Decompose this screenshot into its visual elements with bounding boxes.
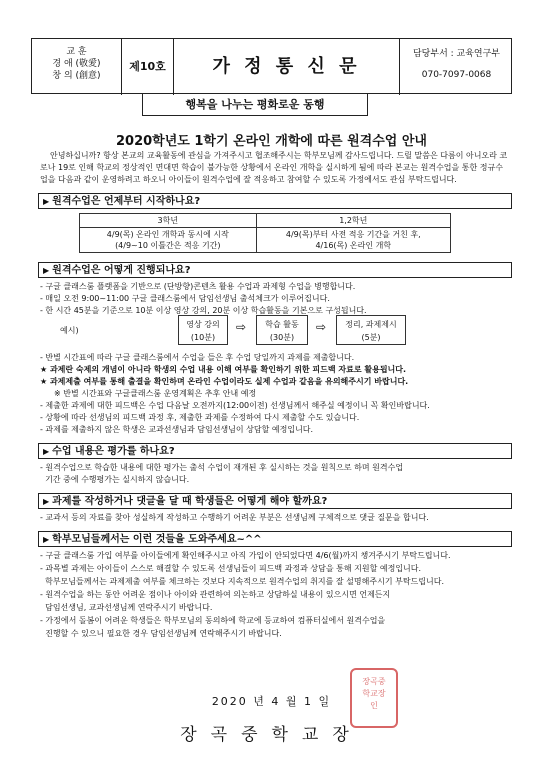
school-name: 장곡중학교장 [180, 725, 363, 745]
arrow-right-icon: ⇨ [236, 320, 247, 334]
triangle-icon: ▶ [43, 535, 50, 544]
section-heading-parents [38, 531, 512, 547]
section-title: 원격수업은 어떻게 진행되나요? [52, 265, 191, 276]
phone: 070-7097-0068 [421, 70, 492, 80]
section-heading-start [38, 193, 512, 209]
cell-note: 4/16(목) 온라인 개학 [315, 241, 392, 250]
school-seal-stamp [350, 668, 398, 728]
motto-line: 경 애 (敬愛) [52, 59, 101, 69]
stamp-text: 장곡중학교장인 [362, 677, 386, 710]
issue-date: 2020 년 4 월 1 일 [211, 695, 332, 708]
flow-step-title: 영상 강의 [186, 320, 220, 329]
list-item: - 과제를 제출하지 않은 학생은 교과선생님과 담임선생님이 상담할 예정입니다. [40, 425, 314, 434]
list-item: - 원격수업으로 학습한 내용에 대한 평가는 출석 수업이 재개된 후 실시하는 것을 원칙으로 하며 원격수업 [40, 463, 404, 472]
school-motto [32, 39, 122, 95]
page-title: 2020학년도 1학기 온라인 개학에 따른 원격수업 안내 [116, 134, 427, 149]
list-item: ★ 과제제출 여부를 통해 출결을 확인하며 온라인 수업이라도 실제 수업과 같음을 유의해주시기 바랍니다. [40, 377, 409, 386]
list-item: - 매일 오전 9:00~11:00 구글 클래스룸에서 담임선생님 출석체크가 이루어집니다. [40, 294, 330, 303]
intro-paragraph: 안녕하십니까? 항상 본교의 교육활동에 관심을 가져주시고 협조해주시는 학부모님께 감사드립니다. 드릴 말씀은 다름이 아니오라 코로나 19로 인해 학교의 정상적인 면대면 학습이 불가능한 상황에서 온라인 개학을 실시하게 됨에 따라 본교는 원격수업을 통한 정규수업을 다음과 같이 운영하려고 하오니 아이들이 원격수업에 잘 적응하고 참여할 수 있도록 가정에서도 관심 부탁드립니다. [40, 151, 508, 184]
department-info [400, 39, 513, 95]
motto-line: 교 훈 [66, 47, 87, 57]
section-title: 학부모님들께서는 이런 것들을 도와주세요~^^ [52, 534, 262, 545]
flow-step-time: (30분) [269, 333, 295, 342]
list-item: - 교과서 등의 자료를 찾아 성실하게 작성하고 수행하기 어려운 부분은 선생님께 구체적으로 댓글 질문을 합니다. [40, 513, 429, 522]
department: 담당부서 : 교육연구부 [412, 49, 500, 59]
triangle-icon: ▶ [43, 447, 50, 456]
list-item: 기간 중에 수행평가는 실시하지 않습니다. [40, 475, 190, 484]
arrow-right-icon: ⇨ [316, 320, 327, 334]
section-heading-evaluation [38, 443, 512, 459]
list-item: - 제출한 과제에 대한 피드백은 수업 다음날 오전까지(12:00이전) 선생님께서 해주실 예정이니 꼭 확인바랍니다. [40, 401, 430, 410]
motto-line: 창 의 (創意) [52, 71, 101, 81]
newsletter-title: 가 정 통 신 문 [174, 39, 400, 95]
list-note: ※ 반별 시간표와 구글클래스룸 운영계획은 추후 안내 예정 [54, 389, 257, 398]
flow-step-time: (10분) [190, 333, 216, 342]
schedule-table [79, 213, 451, 253]
section-heading-progress [38, 262, 512, 278]
section-title: 과제를 작성하거나 댓글을 달 때 학생들은 어떻게 해야 할까요? [52, 496, 328, 507]
cell-note: (4/9~10 이틀간은 적응 기간) [115, 241, 221, 250]
flow-step [336, 315, 406, 345]
table-header: 3학년 [80, 214, 257, 228]
list-item: - 한 시간 45분을 기준으로 10분 이상 영상 강의, 20분 이상 학습활동을 기본으로 구성됩니다. [40, 306, 367, 315]
flow-step-title: 학습 활동 [265, 320, 299, 329]
flow-example-label: 예시) [60, 326, 79, 335]
cell-text: 4/9(목)부터 사전 적응 기간을 거친 후, [285, 230, 421, 239]
table-cell [80, 228, 257, 253]
cell-text: 4/9(목) 온라인 개학과 동시에 시작 [106, 230, 229, 239]
list-item: - 구글 클래스룸 가입 여부를 아이들에게 확인해주시고 아직 가입이 안되었다면 4/6(월)까지 챙겨주시기 부탁드립니다. [40, 551, 451, 560]
list-item: - 가정에서 돌봄이 어려운 학생들은 학부모님의 동의하에 학교에 등교하여 컴퓨터실에서 원격수업을 [40, 616, 386, 625]
list-item: 학부모님들께서는 과제제출 여부를 체크하는 것보다 지속적으로 원격수업의 취지를 잘 설명해주시기 부탁드립니다. [40, 577, 444, 586]
table-header: 1,2학년 [256, 214, 450, 228]
flow-step [178, 315, 228, 345]
list-item: - 구글 클래스룸 플랫폼을 기반으로 (단방향)콘텐츠 활용 수업과 과제형 수업을 병행합니다. [40, 282, 356, 291]
newsletter-header [31, 38, 512, 94]
triangle-icon: ▶ [43, 497, 50, 506]
list-item: ★ 과제란 숙제의 개념이 아니라 학생의 수업 내용 이해 여부를 확인하기 위한 피드백 자료로 활용됩니다. [40, 365, 407, 374]
section-title: 원격수업은 언제부터 시작하나요? [52, 196, 201, 207]
list-item: - 반별 시간표에 따라 구글 클래스룸에서 수업을 들은 후 수업 당일까지 과제를 제출합니다. [40, 353, 355, 362]
table-cell [256, 228, 450, 253]
flow-step-time: (5분) [361, 333, 381, 342]
triangle-icon: ▶ [43, 266, 50, 275]
list-item: - 상황에 따라 선생님의 피드백 과정 후, 제출한 과제를 수정하여 다시 제출할 수도 있습니다. [40, 413, 360, 422]
slogan: 행복을 나누는 평화로운 동행 [142, 94, 368, 116]
flow-step [256, 315, 308, 345]
flow-step-title: 정리, 과제제시 [345, 320, 397, 329]
issue-number: 제10호 [122, 39, 174, 95]
triangle-icon: ▶ [43, 197, 50, 206]
list-item: 진행할 수 있으니 필요한 경우 담임선생님께 연락해주시기 바랍니다. [40, 629, 282, 638]
list-item: - 과목별 과제는 아이들이 스스로 해결할 수 있도록 선생님들이 피드백 과정과 상담을 통해 지원할 예정입니다. [40, 564, 422, 573]
list-item: - 원격수업을 하는 동안 어려운 점이나 아이와 관련하여 의논하고 상담하실 내용이 있으시면 언제든지 [40, 590, 391, 599]
section-heading-assignments [38, 493, 512, 509]
section-title: 수업 내용은 평가를 하나요? [52, 446, 175, 457]
list-item: 담임선생님, 교과선생님께 연락주시기 바랍니다. [40, 603, 213, 612]
